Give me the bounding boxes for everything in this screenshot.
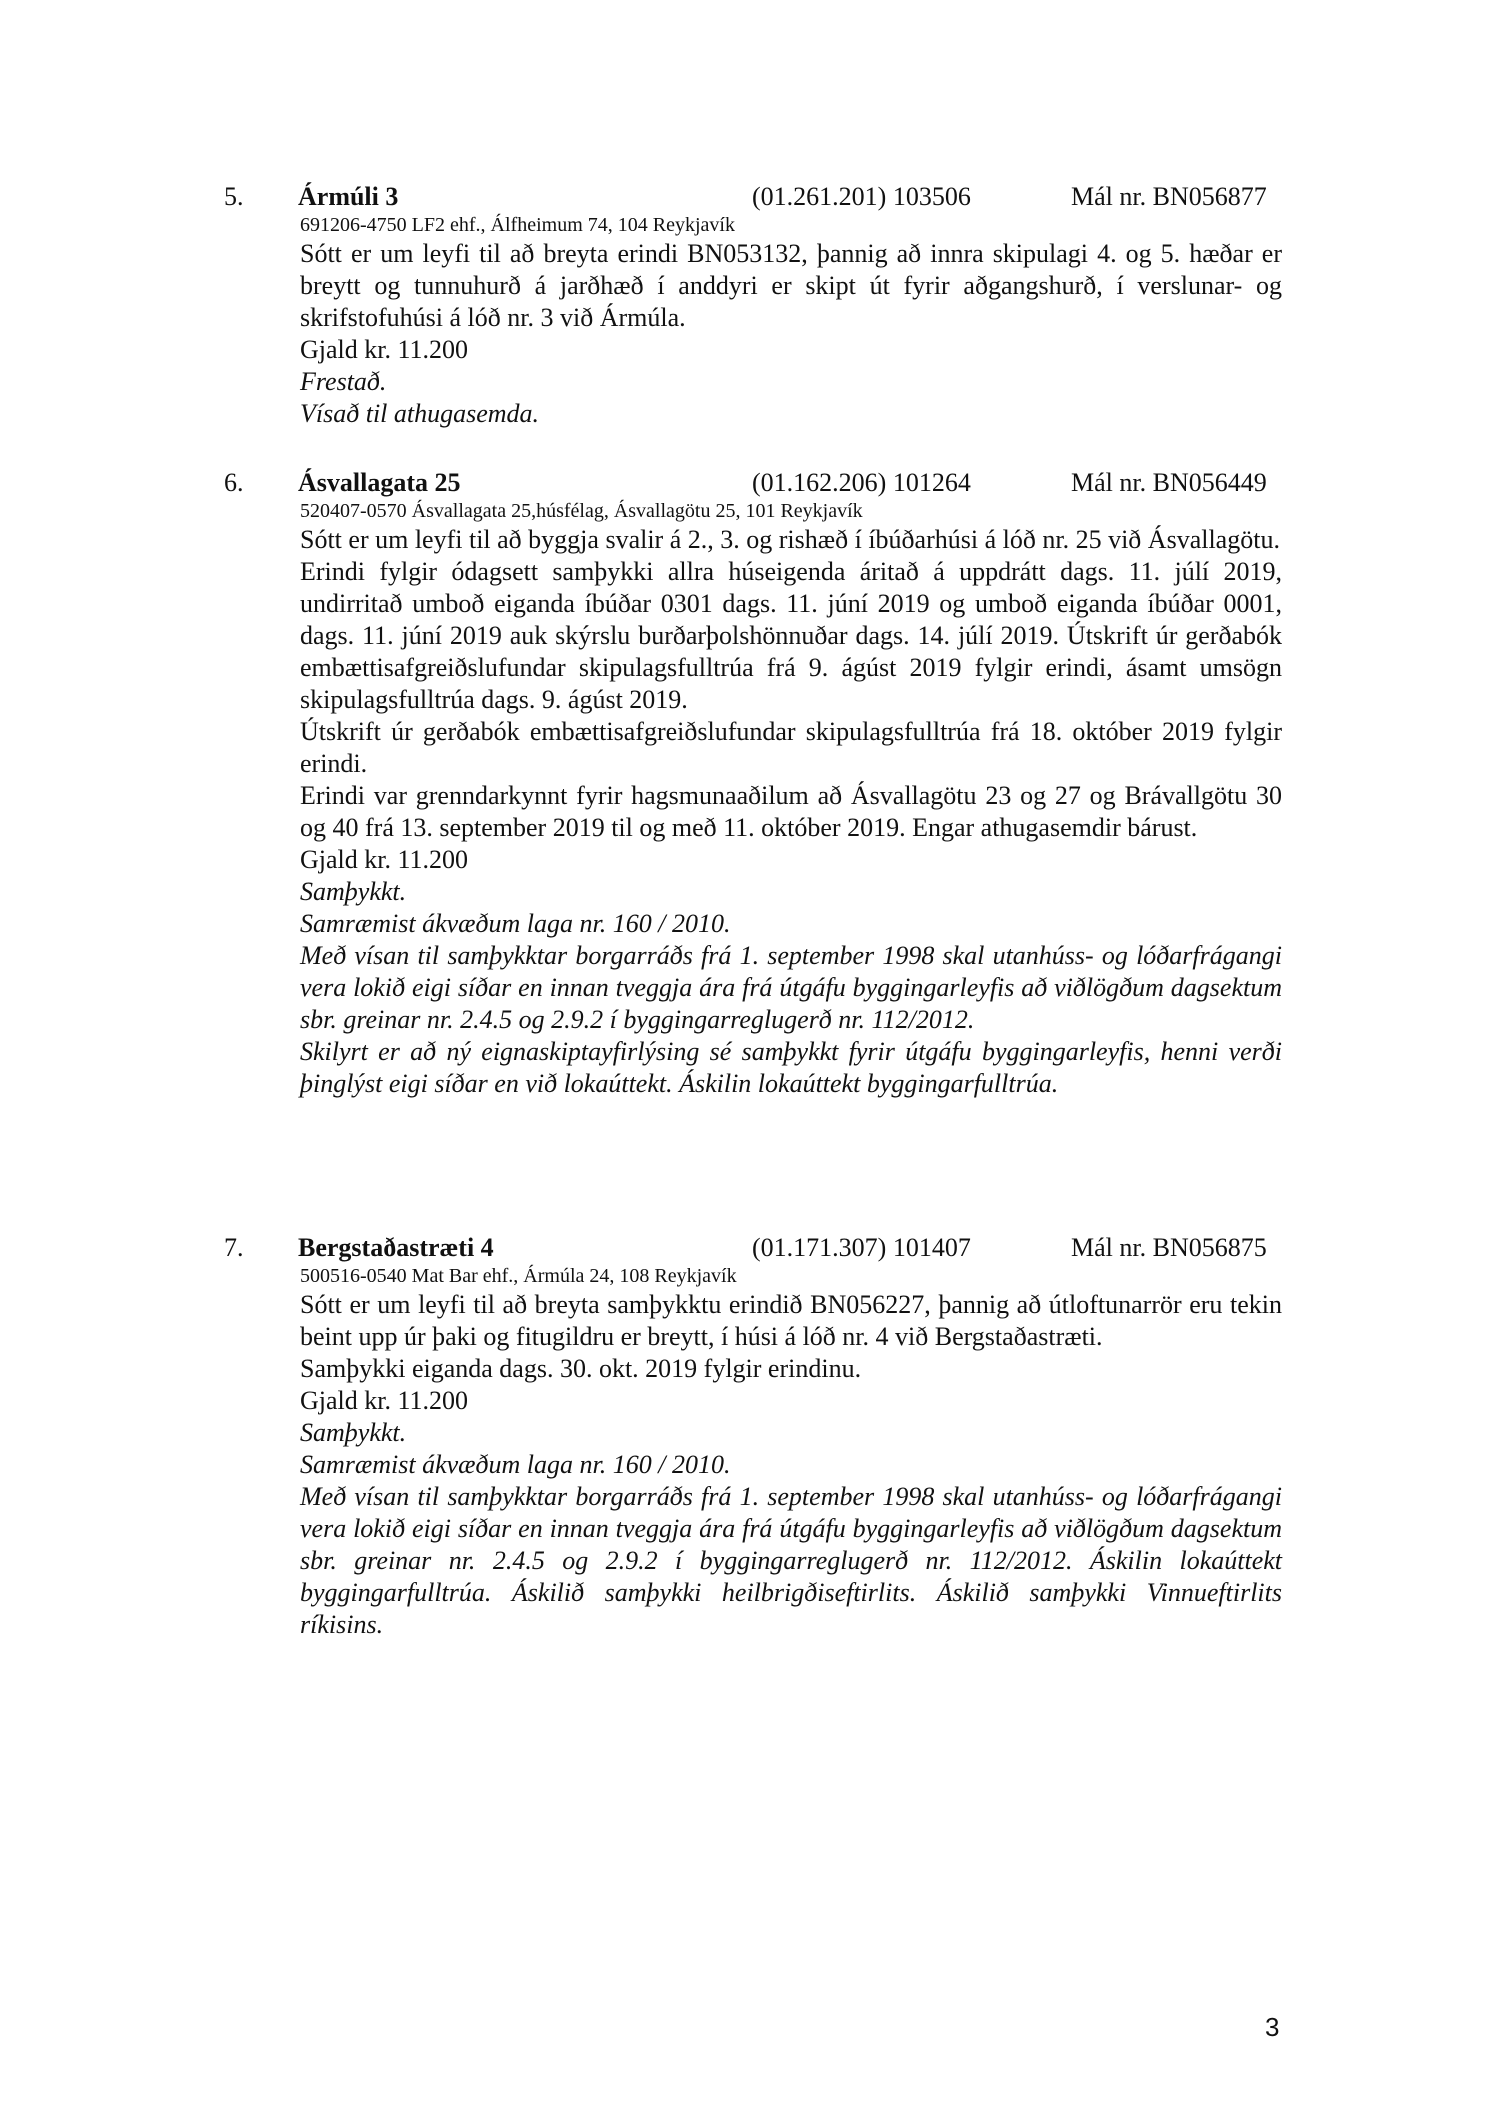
case-decision: Með vísan til samþykktar borgarráðs frá 1. september 1998 skal utanhúss- og lóðarfrágangi vera lokið eigi síðar en innan tveggja ára frá útgáfu byggingarleyfis að viðlögðum dagsektum sbr. greinar nr. 2.4.5 og 2.9.2 í byggingarreglugerð nr. 112/2012. bbox=[300, 941, 1282, 1034]
case-applicant: 691206-4750 LF2 ehf., Álfheimum 74, 104 Reykjavík bbox=[300, 214, 735, 236]
case-plot-ref: (01.171.307) 101407 bbox=[752, 1233, 971, 1262]
case-body bbox=[300, 1289, 1282, 1641]
case-paragraph: Samþykki eiganda dags. 30. okt. 2019 fylgir erindinu. bbox=[300, 1354, 862, 1383]
case-paragraph: Sótt er um leyfi til að breyta samþykktu erindið BN056227, þannig að útloftunarrör eru tekin beint upp úr þaki og fitugildru er breytt, í húsi á lóð nr. 4 við Bergstaðastræti. bbox=[300, 1290, 1282, 1351]
case-address: Ásvallagata 25 bbox=[298, 468, 461, 497]
case-plot-ref: (01.162.206) 101264 bbox=[752, 468, 971, 497]
page-number: 3 bbox=[1265, 2012, 1280, 2042]
case-decision: Frestað. bbox=[300, 367, 387, 396]
case-header bbox=[0, 1233, 1500, 1263]
case-header bbox=[0, 468, 1500, 498]
case-paragraph: Sótt er um leyfi til að breyta erindi BN053132, þannig að innra skipulagi 4. og 5. hæðar er breytt og tunnuhurð á jarðhæð í anddyri er skipt út fyrir aðgangshurð, í verslunar- og skrifstofuhúsi á lóð nr. 3 við Ármúla. bbox=[300, 239, 1282, 332]
case-decision: Með vísan til samþykktar borgarráðs frá 1. september 1998 skal utanhúss- og lóðarfrágangi vera lokið eigi síðar en innan tveggja ára frá útgáfu byggingarleyfis að viðlögðum dagsektum sbr. greinar nr. 2.4.5 og 2.9.2 í byggingarreglugerð nr. 112/2012. Áskilin lokaúttekt byggingarfulltrúa. Áskilið samþykki heilbrigðiseftirlits. Áskilið samþykki Vinnueftirlits ríkisins. bbox=[300, 1482, 1282, 1639]
case-item-7 bbox=[0, 1233, 1500, 1641]
case-item-5 bbox=[0, 182, 1500, 430]
case-applicant: 500516-0540 Mat Bar ehf., Ármúla 24, 108 Reykjavík bbox=[300, 1265, 737, 1287]
case-paragraph: Sótt er um leyfi til að byggja svalir á 2., 3. og rishæð í íbúðarhúsi á lóð nr. 25 við Ásvallagötu. bbox=[300, 525, 1280, 554]
case-address: Ármúli 3 bbox=[298, 182, 399, 211]
case-body bbox=[300, 524, 1282, 1100]
case-paragraph: Erindi fylgir ódagsett samþykki allra húseigenda áritað á uppdrátt dags. 11. júlí 2019, undirritað umboð eiganda íbúðar 0301 dags. 11. júní 2019 og umboð eiganda íbúðar 0001, dags. 11. júní 2019 auk skýrslu burðarþolshönnuðar dags. 14. júlí 2019. Útskrift úr gerðabók embættisafgreiðslufundar skipulagsfulltrúa frá 9. ágúst 2019 fylgir erindi, ásamt umsögn skipulagsfulltrúa dags. 9. ágúst 2019. bbox=[300, 557, 1282, 714]
case-paragraph: Útskrift úr gerðabók embættisafgreiðslufundar skipulagsfulltrúa frá 18. október 2019 fylgir erindi. bbox=[300, 717, 1282, 778]
case-item-6 bbox=[0, 468, 1500, 1100]
case-fee: Gjald kr. 11.200 bbox=[300, 845, 469, 874]
case-header bbox=[0, 182, 1500, 212]
case-decision: Samþykkt. bbox=[300, 877, 407, 906]
case-decision: Samræmist ákvæðum laga nr. 160 / 2010. bbox=[300, 1450, 731, 1479]
case-body bbox=[300, 238, 1282, 430]
case-id: Mál nr. BN056449 bbox=[1071, 468, 1267, 497]
case-decision: Samræmist ákvæðum laga nr. 160 / 2010. bbox=[300, 909, 731, 938]
case-decision: Skilyrt er að ný eignaskiptayfirlýsing sé samþykkt fyrir útgáfu byggingarleyfis, henni verði þinglýst eigi síðar en við lokaúttekt. Áskilin lokaúttekt byggingarfulltrúa. bbox=[300, 1037, 1282, 1098]
case-id: Mál nr. BN056877 bbox=[1071, 182, 1267, 211]
case-decision: Vísað til athugasemda. bbox=[300, 399, 540, 428]
case-number: 7. bbox=[224, 1233, 244, 1262]
case-decision: Samþykkt. bbox=[300, 1418, 407, 1447]
case-fee: Gjald kr. 11.200 bbox=[300, 1386, 469, 1415]
case-plot-ref: (01.261.201) 103506 bbox=[752, 182, 971, 211]
case-number: 6. bbox=[224, 468, 244, 497]
case-number: 5. bbox=[224, 182, 244, 211]
case-address: Bergstaðastræti 4 bbox=[298, 1233, 494, 1262]
case-fee: Gjald kr. 11.200 bbox=[300, 335, 469, 364]
case-id: Mál nr. BN056875 bbox=[1071, 1233, 1267, 1262]
case-paragraph: Erindi var grenndarkynnt fyrir hagsmunaaðilum að Ásvallagötu 23 og 27 og Brávallgötu 30 og 40 frá 13. september 2019 til og með 11. október 2019. Engar athugasemdir bárust. bbox=[300, 781, 1282, 842]
case-applicant: 520407-0570 Ásvallagata 25,húsfélag, Ásvallagötu 25, 101 Reykjavík bbox=[300, 500, 863, 522]
